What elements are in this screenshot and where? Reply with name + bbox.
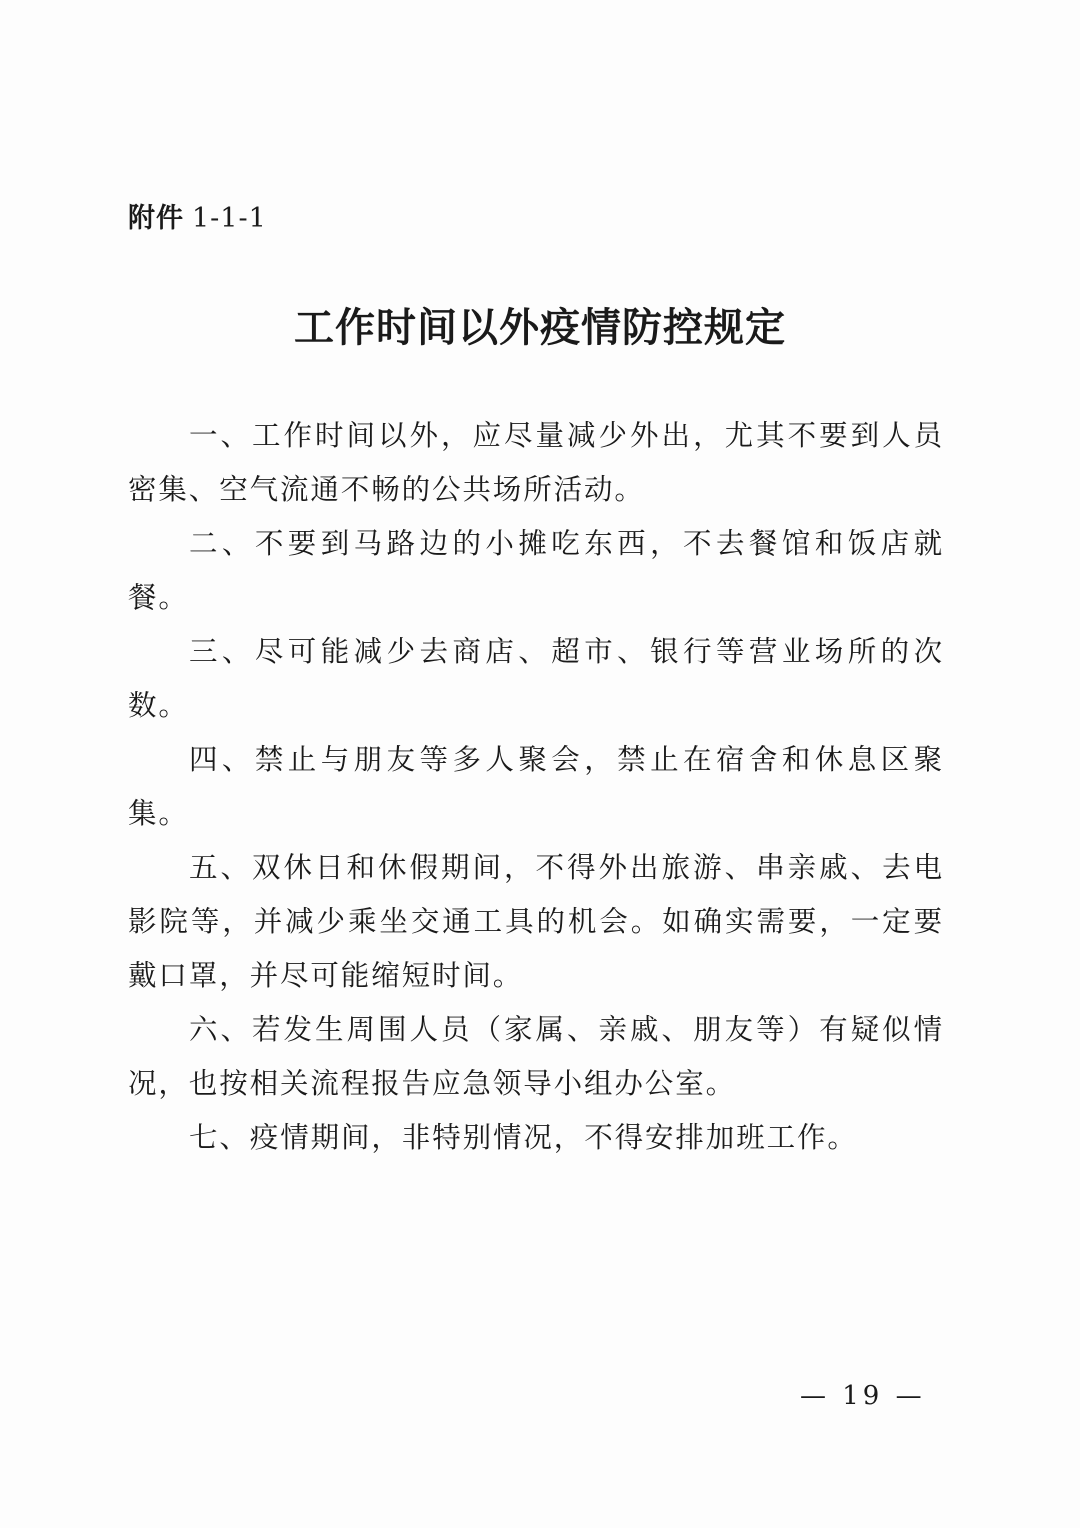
attachment-prefix: 附件 bbox=[128, 203, 184, 234]
page-number: — 19 — bbox=[800, 1381, 926, 1411]
document-title: 工作时间以外疫情防控规定 bbox=[294, 305, 786, 351]
paragraph-7: 七、疫情期间，非特别情况，不得安排加班工作。 bbox=[189, 1121, 858, 1154]
attachment-number: 1-1-1 bbox=[192, 203, 267, 234]
paragraph-6: 六、若发生周围人员（家属、亲戚、朋友等）有疑似情况，也按相关流程报告应急领导小组办公室。 bbox=[128, 1013, 944, 1100]
paragraph-3: 三、尽可能减少去商店、超市、银行等营业场所的次数。 bbox=[128, 635, 944, 722]
document-body bbox=[128, 409, 944, 1165]
paragraph-5: 五、双休日和休假期间，不得外出旅游、串亲戚、去电影院等，并减少乘坐交通工具的机会。如确实需要，一定要戴口罩，并尽可能缩短时间。 bbox=[128, 851, 944, 992]
paragraph-1: 一、工作时间以外，应尽量减少外出，尤其不要到人员密集、空气流通不畅的公共场所活动。 bbox=[128, 419, 944, 506]
paragraph-2: 二、不要到马路边的小摊吃东西，不去餐馆和饭店就餐。 bbox=[128, 527, 944, 614]
paragraph-4: 四、禁止与朋友等多人聚会，禁止在宿舍和休息区聚集。 bbox=[128, 743, 944, 830]
attachment-label bbox=[128, 196, 267, 235]
